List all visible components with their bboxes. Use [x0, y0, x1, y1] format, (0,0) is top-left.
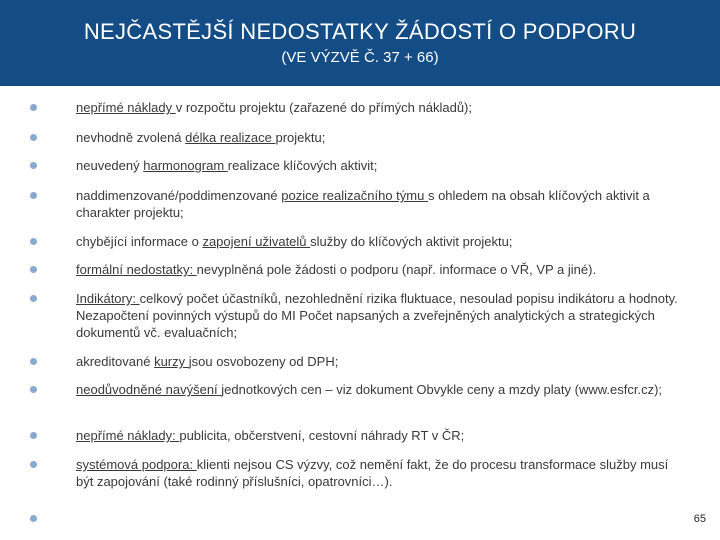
list-item-text: nepřímé náklady v rozpočtu projektu (zařazené do přímých nákladů);	[76, 100, 472, 115]
bullet-icon	[30, 238, 37, 245]
bullet-icon	[30, 358, 37, 365]
slide-title: NEJČASTĚJŠÍ NEDOSTATKY ŽÁDOSTÍ O PODPORU	[83, 19, 637, 44]
bullet-icon	[30, 192, 37, 199]
bullet-icon	[30, 295, 37, 302]
bullet-icon	[30, 386, 37, 393]
slide-subtitle: (VE VÝZVĚ Č. 37 + 66)	[281, 49, 439, 66]
bullet-icon	[30, 266, 37, 273]
list-item-text: nepřímé náklady: publicita, občerstvení, cestovní náhrady RT v ČR;	[76, 428, 465, 443]
page-number: 65	[693, 513, 706, 525]
list-item-text: neuvedený harmonogram realizace klíčových aktivit;	[76, 158, 378, 173]
bullet-icon	[30, 432, 37, 439]
list-item-text: neodůvodněné navýšení jednotkových cen – viz dokument Obvykle ceny a mzdy platy (www.esfcr.cz);	[76, 382, 663, 397]
bullet-icon	[30, 134, 37, 141]
bullet-icon	[30, 104, 37, 111]
list-item-text: Indikátory: celkový počet účastníků, nezohlednění rizika fluktuace, nesoulad popisu indikátoru a hodnoty. Nezapočtení povinných výstupů do MI Počet napsaných a zveřejněných analytických a strategických dokumentů vč. evaluačních;	[76, 291, 678, 340]
bullet-icon	[30, 162, 37, 169]
list-item-text: naddimenzované/poddimenzované pozice realizačního týmu s ohledem na obsah klíčových aktivit a charakter projektu;	[76, 188, 650, 220]
list-item-text: akreditované kurzy jsou osvobozeny od DPH;	[76, 354, 339, 369]
bullet-icon	[30, 461, 37, 468]
list-item-text: systémová podpora: klienti nejsou CS výzvy, což nemění fakt, že do procesu transformace služby musí být zapojování (také rodinný příslušníci, opatrovníci…).	[76, 457, 669, 489]
list-item-text: formální nedostatky: nevyplněná pole žádosti o podporu (např. informace o VŘ, VP a jiné).	[76, 262, 597, 277]
list-item-text: chybějící informace o zapojení uživatelů služby do klíčových aktivit projektu;	[76, 234, 513, 249]
empty-bullet-icon	[30, 515, 37, 522]
list-item-text: nevhodně zvolená délka realizace projektu;	[76, 130, 326, 145]
